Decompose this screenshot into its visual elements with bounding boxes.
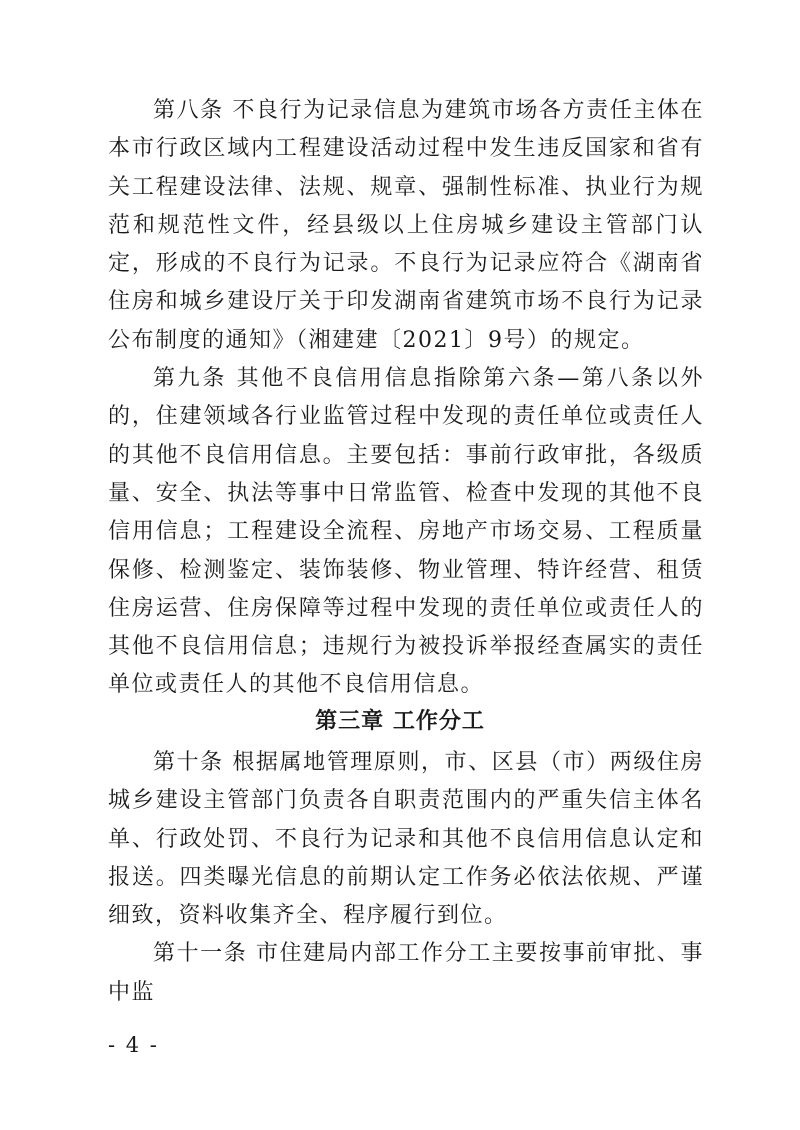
chapter-heading: 第三章 工作分工 [315, 709, 485, 734]
body-text-section-1 [108, 92, 704, 705]
article-11-paragraph: 第十一条 市住建局内部工作分工主要按事前审批、事中监 [108, 941, 704, 1005]
article-9-paragraph: 第九条 其他不良信用信息指除第六条—第八条以外的，住建领域各行业监管过程中发现的责任单位或责任人的其他不良信用信息。主要包括：事前行政审批，各级质量、安全、执法等事中日常监管、检查中发现的其他不良信用信息；工程建设全流程、房地产市场交易、工程质量保修、检测鉴定、装饰装修、物业管理、特许经营、租赁住房运营、住房保障等过程中发现的责任单位或责任人的其他不良信用信息；违规行为被投诉举报经查属实的责任单位或责任人的其他不良信用信息。 [108, 366, 704, 698]
article-10-paragraph: 第十条 根据属地管理原则，市、区县（市）两级住房城乡建设主管部门负责各自职责范围内的严重失信主体名单、行政处罚、不良行为记录和其他不良信用信息认定和报送。四类曝光信息的前期认定工作务必依法依规、严谨细致，资料收集齐全、程序履行到位。 [108, 750, 704, 929]
page-number: - 4 - [108, 1033, 159, 1057]
body-text-section-2 [108, 744, 704, 1012]
article-8-paragraph: 第八条 不良行为记录信息为建筑市场各方责任主体在本市行政区域内工程建设活动过程中发生违反国家和省有关工程建设法律、法规、规章、强制性标准、执业行为规范和规范性文件，经县级以上住房城乡建设主管部门认定，形成的不良行为记录。不良行为记录应符合《湖南省住房和城乡建设厅关于印发湖南省建筑市场不良行为记录公布制度的通知》（湘建建〔2021〕9号）的规定。 [108, 98, 704, 353]
